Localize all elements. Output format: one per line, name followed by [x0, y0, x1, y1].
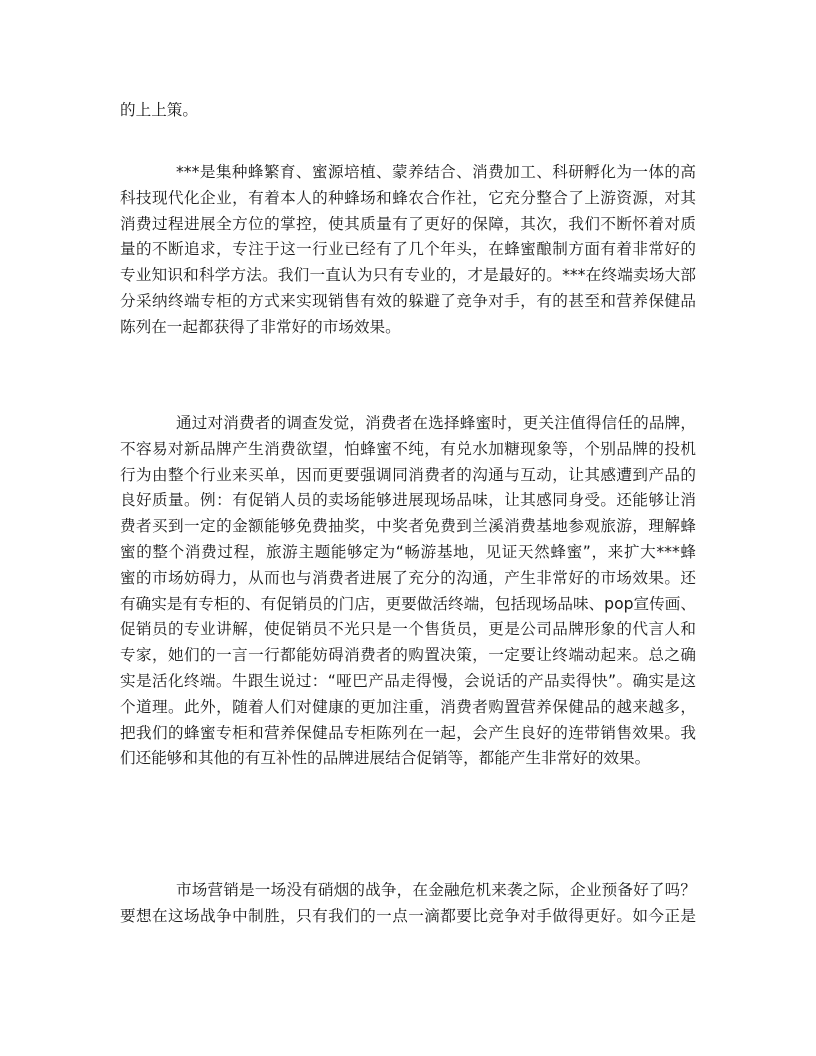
paragraph-3 — [120, 411, 696, 772]
paragraph-line: 们还能够和其他的有互补性的品牌进展结合促销等，都能产生非常好的效果。 — [120, 749, 651, 768]
paragraph-line: 蜜的整个消费过程，旅游主题能够定为“畅游基地，见证天然蜂蜜”，来扩大***蜂 — [120, 542, 696, 561]
paragraph-line: 专家，她们的一言一行都能妨碍消费者的购置决策，一定要让终端动起来。总之确 — [120, 646, 696, 665]
paragraph-line: 要想在这场战争中制胜，只有我们的一点一滴都要比竞争对手做得更好。如今正是 — [120, 906, 696, 925]
paragraph-line: 把我们的蜂蜜专柜和营养保健品专柜陈列在一起，会产生良好的连带销售效果。我 — [120, 723, 696, 742]
paragraph-line: 通过对消费者的调查发觉，消费者在选择蜂蜜时，更关注值得信任的品牌， — [176, 414, 696, 432]
paragraph-line: 费者买到一定的金额能够免费抽奖，中奖者免费到兰溪消费基地参观旅游，理解蜂 — [120, 517, 696, 536]
paragraph-2 — [120, 160, 696, 341]
paragraph-line: 分采纳终端专柜的方式来实现销售有效的躲避了竞争对手，有的甚至和营养保健品 — [120, 291, 696, 310]
paragraph-line: 专业知识和科学方法。我们一直认为只有专业的，才是最好的。***在终端卖场大部 — [120, 266, 696, 285]
paragraph-4 — [120, 878, 696, 930]
paragraph-line: 市场营销是一场没有硝烟的战争，在金融危机来袭之际，企业预备好了吗？ — [176, 881, 696, 899]
paragraph-line: 行为由整个行业来买单，因而更要强调同消费者的沟通与互动，让其感遭到产品的 — [120, 465, 696, 484]
paragraph-line: ***是集种蜂繁育、蜜源培植、蒙养结合、消费加工、科研孵化为一体的高 — [176, 163, 696, 181]
paragraph-line: 有确实是有专柜的、有促销员的门店，更要做活终端，包括现场品味、pop宣传画、 — [120, 594, 696, 613]
paragraph-line: 促销员的专业讲解，使促销员不光只是一个售货员，更是公司品牌形象的代言人和 — [120, 620, 696, 639]
paragraph-line: 不容易对新品牌产生消费欲望，怕蜂蜜不纯，有兑水加糖现象等，个别品牌的投机 — [120, 439, 696, 458]
paragraph-line: 良好质量。例：有促销人员的卖场能够进展现场品味，让其感同身受。还能够让消 — [120, 491, 696, 510]
paragraph-line: 个道理。此外，随着人们对健康的更加注重，消费者购置营养保健品的越来越多， — [120, 697, 696, 716]
paragraph-line: 实是活化终端。牛跟生说过：“哑巴产品走得慢，会说话的产品卖得快”。确实是这 — [120, 671, 696, 690]
paragraph-line: 蜜的市场妨碍力，从而也与消费者进展了充分的沟通，产生非常好的市场效果。还 — [120, 568, 696, 587]
paragraph-line: 消费过程进展全方位的掌控，使其质量有了更好的保障，其次，我们不断怀着对质 — [120, 214, 696, 233]
paragraph-line: 的上上策。 — [120, 101, 198, 119]
paragraph-line: 量的不断追求，专注于这一行业已经有了几个年头，在蜂蜜酿制方面有着非常好的 — [120, 240, 696, 259]
paragraph-line: 陈列在一起都获得了非常好的市场效果。 — [120, 317, 401, 336]
paragraph-line: 科技现代化企业，有着本人的种蜂场和蜂农合作社，它充分整合了上游资源，对其 — [120, 188, 696, 207]
paragraph-1 — [120, 98, 696, 124]
